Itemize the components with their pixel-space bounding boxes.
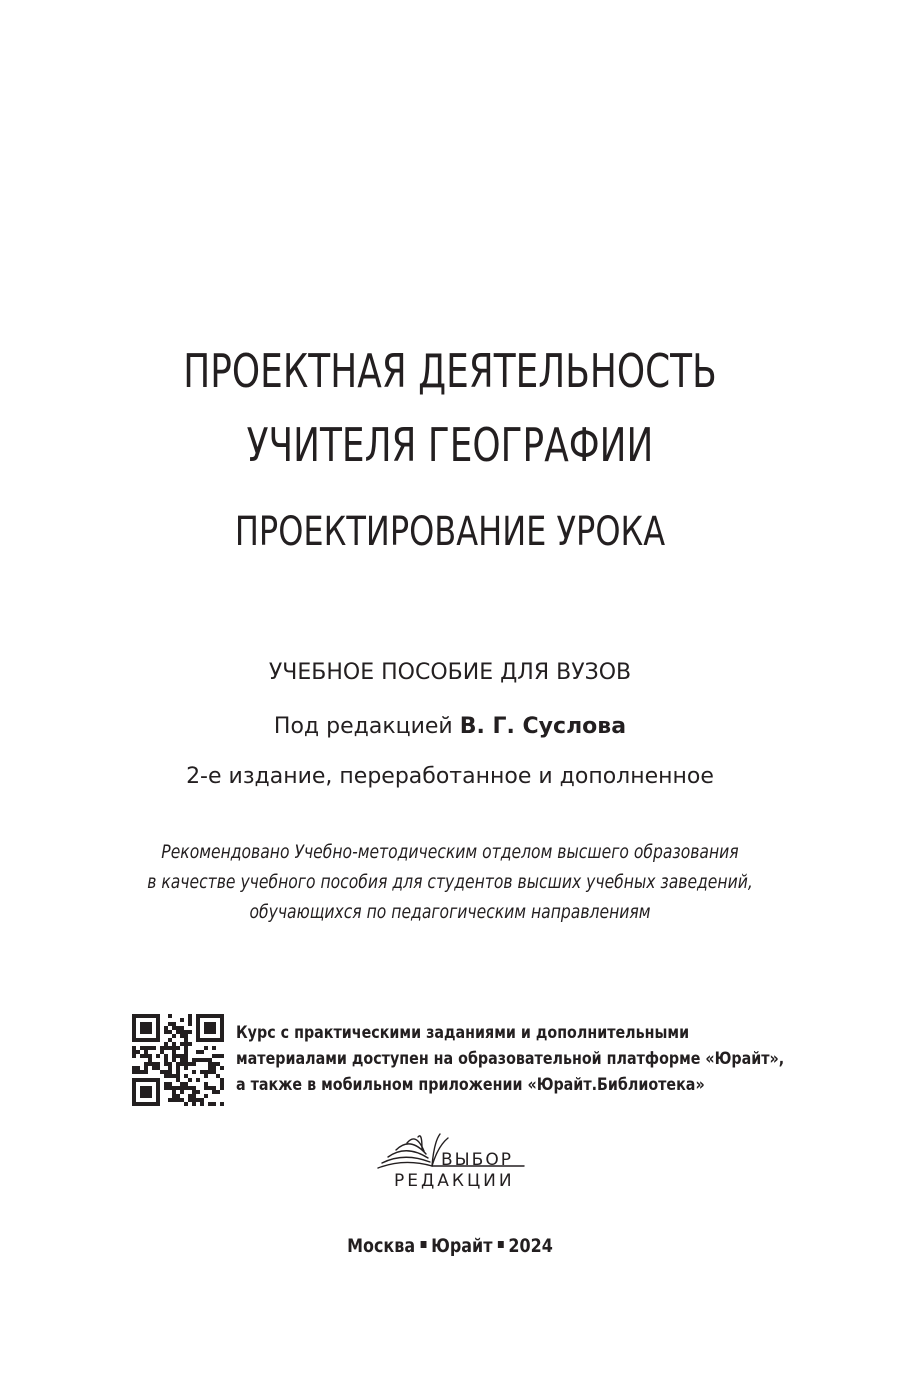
editors-choice-logo xyxy=(374,1130,534,1194)
square-bullet-icon xyxy=(420,1241,426,1248)
course-info-line-3: а также в мобильном приложении «Юрайт.Библиотека» xyxy=(236,1075,705,1095)
editor-line xyxy=(0,712,900,742)
book-subtitle: ПРОЕКТИРОВАНИЕ УРОКА xyxy=(234,509,666,555)
editor-prefix: Под редакцией xyxy=(273,714,453,739)
recommendation-line-2: в качестве учебного пособия для студентов высших учебных заведений, xyxy=(147,871,753,893)
imprint-year: 2024 xyxy=(508,1235,553,1257)
recommendation-line-3: обучающихся по педагогическим направлениям xyxy=(249,901,651,923)
imprint-city: Москва xyxy=(347,1235,416,1257)
book-title-line-2: УЧИТЕЛЯ ГЕОГРАФИИ xyxy=(246,418,654,472)
publication-type: УЧЕБНОЕ ПОСОБИЕ ДЛЯ ВУЗОВ xyxy=(268,660,632,685)
book-title-line-1: ПРОЕКТНАЯ ДЕЯТЕЛЬНОСТЬ xyxy=(183,344,717,398)
imprint xyxy=(72,1233,828,1259)
editor-name: В. Г. Суслова xyxy=(459,714,627,739)
course-info xyxy=(236,1020,785,1098)
course-info-line-2: материалами доступен на образовательной платформе «Юрайт», xyxy=(236,1049,785,1069)
edition-info: 2-е издание, переработанное и дополненное xyxy=(186,764,714,789)
square-bullet-icon xyxy=(498,1241,504,1248)
qr-code[interactable] xyxy=(132,1014,224,1106)
logo-text-top: ВЫБОР xyxy=(441,1150,513,1170)
course-info-line-1: Курс с практическими заданиями и дополнительными xyxy=(236,1023,690,1043)
recommendation-line-1: Рекомендовано Учебно-методическим отделом высшего образования xyxy=(161,841,739,863)
imprint-publisher: Юрайт xyxy=(431,1235,493,1257)
logo-text-bottom: РЕДАКЦИИ xyxy=(394,1171,515,1191)
